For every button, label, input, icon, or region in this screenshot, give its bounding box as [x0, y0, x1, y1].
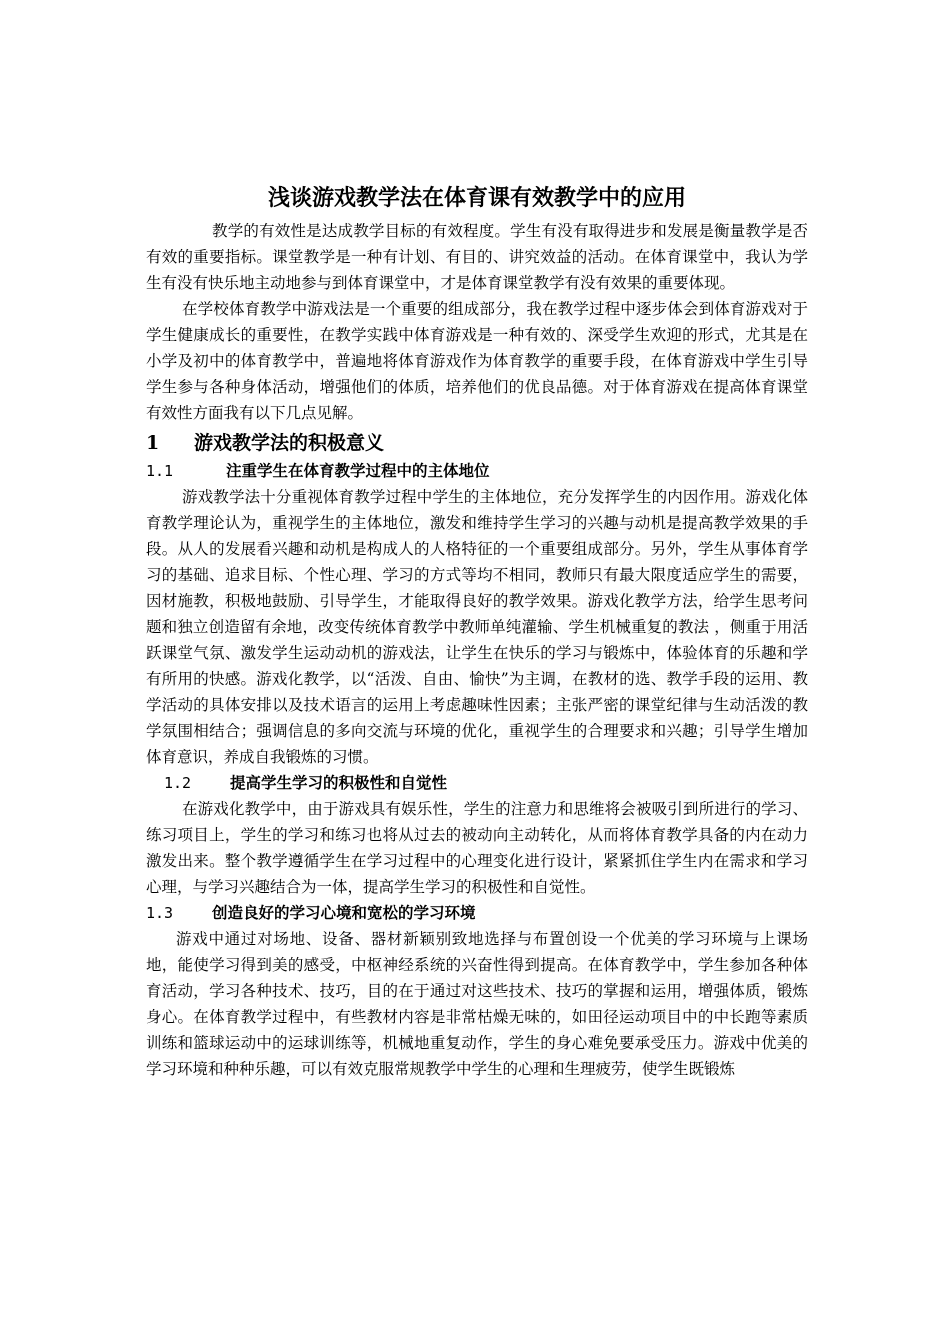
section-1-2-number: 1.2	[164, 774, 192, 792]
section-1-number: 1	[146, 432, 160, 454]
document-page	[146, 178, 808, 1082]
section-1-3-paragraph: 游戏中通过对场地、设备、器材新颖别致地选择与布置创设一个优美的学习环境与上课场地，能使学习得到美的感受，中枢神经系统的兴奋性得到提高。在体育教学中，学生参加各种体育活动，学习各种技术、技巧，目的在于通过对这些技术、技巧的掌握和运用，增强体质，锻炼身心。在体育教学过程中，有些教材内容是非常枯燥无味的，如田径运动项目中的中长跑等素质训练和篮球运动中的运球训练等，机械地重复动作，学生的身心难免要承受压力。游戏中优美的学习环境和种种乐趣，可以有效克服常规教学中学生的心理和生理疲劳，使学生既锻炼	[146, 930, 808, 1078]
section-1-1-paragraph: 游戏教学法十分重视体育教学过程中学生的主体地位，充分发挥学生的内因作用。游戏化体育教学理论认为，重视学生的主体地位，激发和维持学生学习的兴趣与动机是提高教学效果的手段。从人的发展看兴趣和动机是构成人的人格特征的一个重要组成部分。另外，学生从事体育学习的基础、追求目标、个性心理、学习的方式等均不相同，教师只有最大限度适应学生的需要，因材施教，积极地鼓励、引导学生，才能取得良好的教学效果。游戏化教学方法，给学生思考问题和独立创造留有余地，改变传统体育教学中教师单纯灌输、学生机械重复的教法 ，侧重于用活跃课堂气氛、激发学生运动动机的游戏法，让学生在快乐的学习与锻炼中，体验体育的乐趣和学有所用的快感。游戏化教学，以“活泼、自由、愉快”为主调，在教材的选、教学手段的运用、教学活动的具体安排以及技术语言的运用上考虑趣味性因素；主张严密的课堂纪律与生动活泼的教学氛围相结合；强调信息的多向交流与环境的优化，重视学生的合理要求和兴趣；引导学生增加体育意识，养成自我锻炼的习惯。	[146, 488, 808, 766]
section-1-title: 游戏教学法的积极意义	[194, 432, 385, 454]
section-1-1-heading	[146, 458, 808, 484]
section-1-2-paragraph: 在游戏化教学中，由于游戏具有娱乐性，学生的注意力和思维将会被吸引到所进行的学习、练习项目上，学生的学习和练习也将从过去的被动向主动转化，从而将体育教学具备的内在动力激发出来。整个教学遵循学生在学习过程中的心理变化进行设计，紧紧抓住学生内在需求和学习心理，与学习兴趣结合为一体，提高学生学习的积极性和自觉性。	[146, 800, 808, 896]
section-1-heading	[146, 428, 808, 458]
section-1-1-title: 注重学生在体育教学过程中的主体地位	[226, 461, 490, 480]
section-1-3-heading	[146, 900, 808, 926]
document-title: 浅谈游戏教学法在体育课有效教学中的应用	[267, 185, 686, 211]
section-1-3-title: 创造良好的学习心境和宽松的学习环境	[212, 903, 476, 922]
section-1-1-number: 1.1	[146, 462, 174, 480]
section-1-2-title: 提高学生学习的积极性和自觉性	[230, 773, 448, 792]
intro-paragraph-1: 教学的有效性是达成教学目标的有效程度。学生有没有取得进步和发展是衡量教学是否有效的重要指标。课堂教学是一种有计划、有目的、讲究效益的活动。在体育课堂中，我认为学生有没有快乐地主动地参与到体育课堂中，才是体育课堂教学有没有效果的重要体现。	[146, 222, 808, 292]
section-1-3-number: 1.3	[146, 904, 174, 922]
section-1-2-heading	[146, 770, 808, 796]
intro-paragraph-2: 在学校体育教学中游戏法是一个重要的组成部分，我在教学过程中逐步体会到体育游戏对于学生健康成长的重要性，在教学实践中体育游戏是一种有效的、深受学生欢迎的形式，尤其是在小学及初中的体育教学中，普遍地将体育游戏作为体育教学的重要手段，在体育游戏中学生引导学生参与各种身体活动，增强他们的体质，培养他们的优良品德。对于体育游戏在提高体育课堂有效性方面我有以下几点见解。	[146, 300, 808, 422]
